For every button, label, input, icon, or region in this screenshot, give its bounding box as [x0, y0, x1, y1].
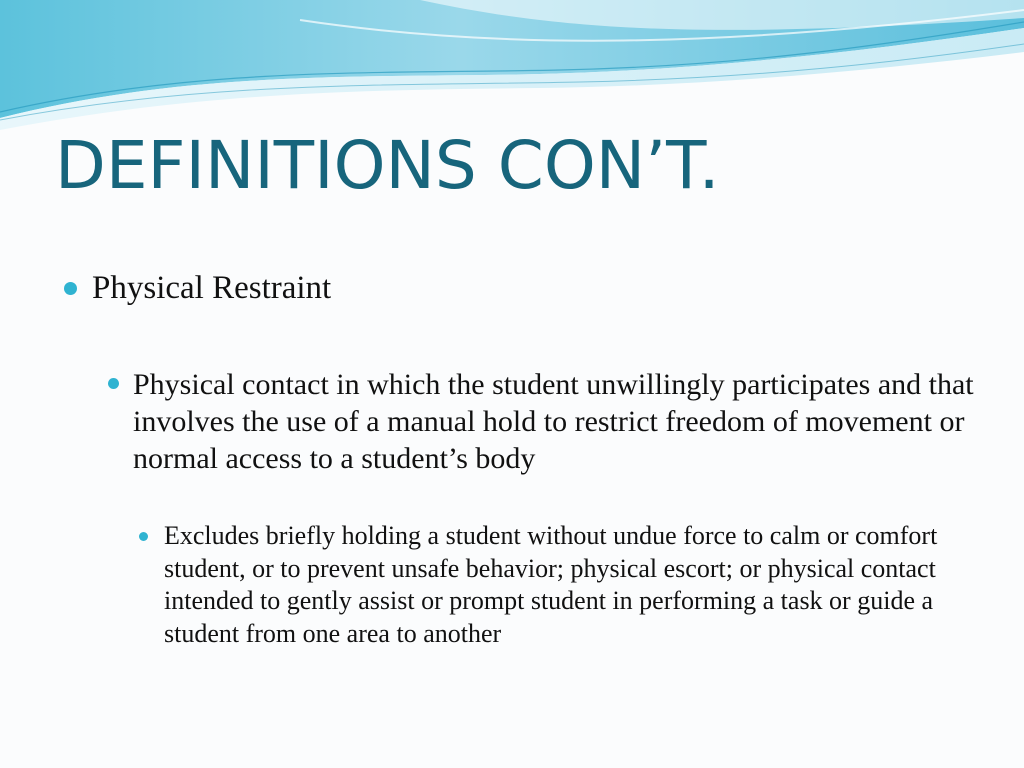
bullet-dot-icon: [108, 378, 119, 389]
bullet-dot-icon: [139, 532, 148, 541]
bullet-level3-exclusions: Excludes briefly holding a student without undue force to calm or comfort student, or to prevent unsafe behavior; physical escort; or physical contact intended to gently assist or prompt student in performing a task or guide a student from one area to another: [164, 521, 938, 648]
header-wave-decoration: [0, 0, 1024, 130]
slide-title: DEFINITIONS CON’T.: [55, 127, 720, 204]
bullet-dot-icon: [64, 282, 77, 295]
bullet-level2-definition: Physical contact in which the student unwillingly participates and that involves the use of a manual hold to restrict freedom of movement or normal access to a student’s body: [133, 368, 974, 475]
bullet-level1-physical-restraint: Physical Restraint: [92, 270, 332, 306]
